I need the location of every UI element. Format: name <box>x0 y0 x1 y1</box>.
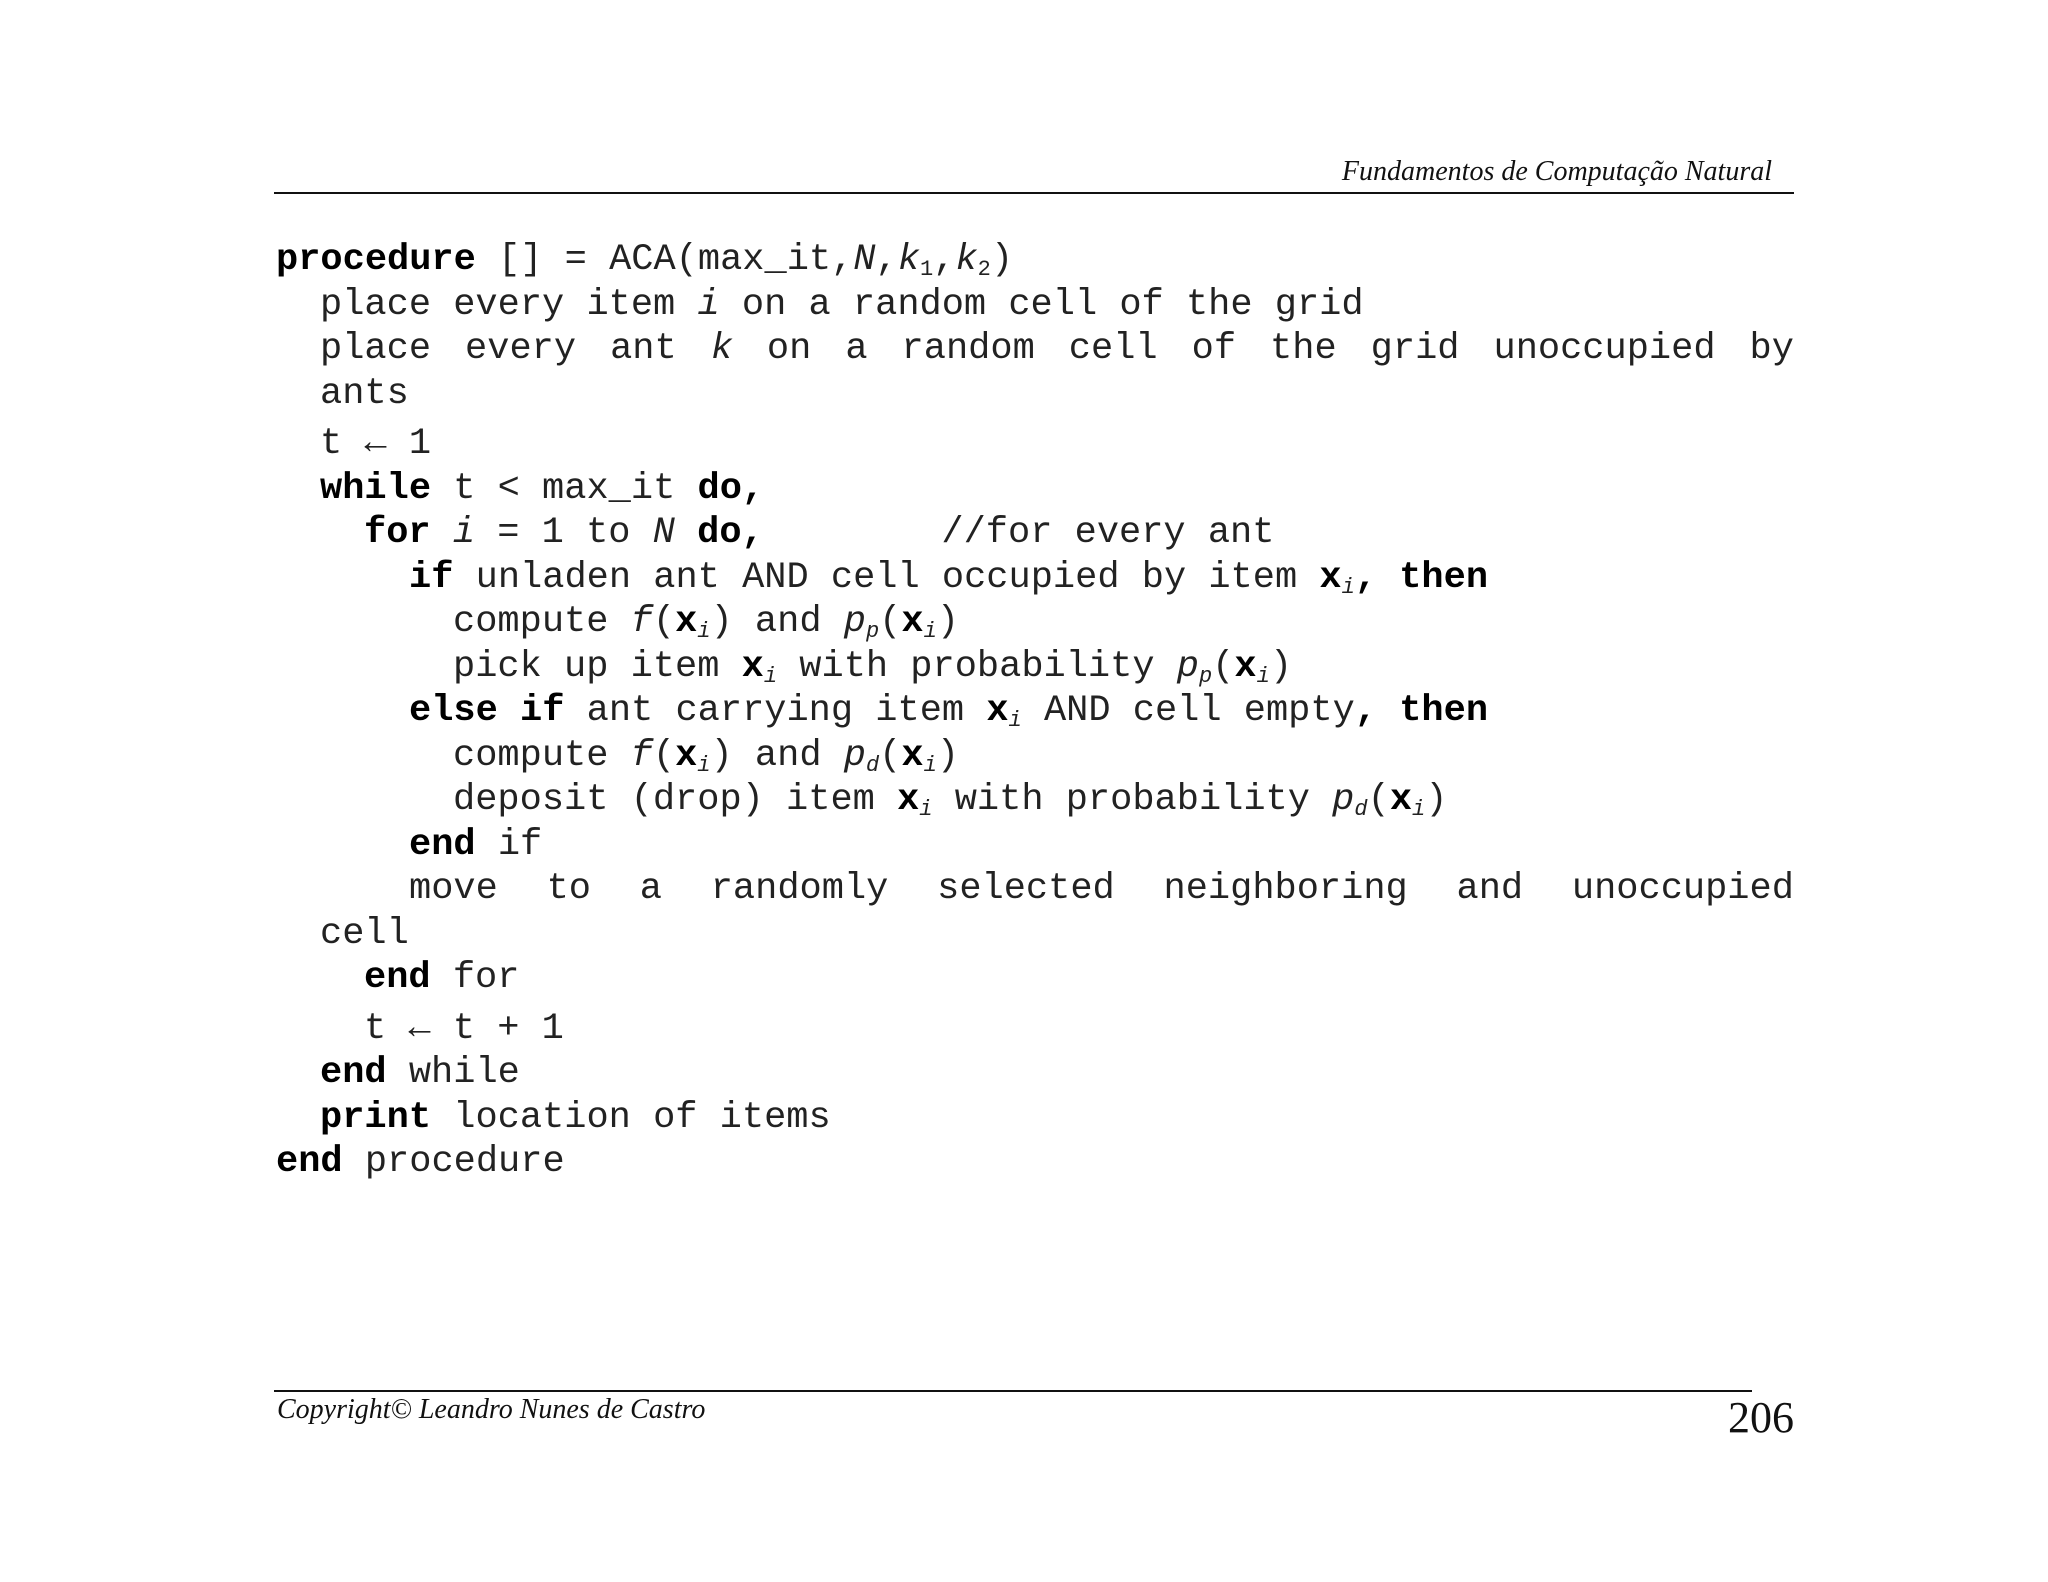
keyword: then <box>1377 690 1489 732</box>
vector-variable: x <box>675 601 698 643</box>
pseudocode-block <box>276 238 1794 1185</box>
keyword: end <box>276 1141 343 1183</box>
code-text: for <box>430 957 520 999</box>
code-text: deposit (drop) item <box>453 779 898 821</box>
vector-variable: x <box>897 779 920 821</box>
subscript: i <box>1256 663 1270 689</box>
keyword: procedure <box>276 239 476 281</box>
keyword: do, <box>697 467 765 510</box>
variable: i <box>452 512 476 554</box>
code-text: on a random cell of the grid <box>719 283 1364 326</box>
code-text: cell <box>320 912 409 955</box>
subscript: p <box>865 619 880 644</box>
code-word: on <box>766 328 812 370</box>
code-line-5 <box>276 422 1794 467</box>
variable: N <box>652 512 675 554</box>
vector-variable: x <box>901 601 924 643</box>
code-text: = 1 to <box>475 512 653 554</box>
code-line-4 <box>276 372 1794 417</box>
code-line-6 <box>276 467 1794 512</box>
keyword: do, <box>697 512 764 554</box>
keyword: if <box>409 556 454 599</box>
code-line-15 <box>276 867 1794 912</box>
subscript: i <box>763 663 778 689</box>
code-word: to <box>546 868 591 910</box>
subscript: i <box>1341 574 1355 600</box>
subscript: i <box>923 619 937 644</box>
page-number: 206 <box>1728 1393 1794 1442</box>
code-word: grid <box>1370 328 1460 370</box>
code-text: AND cell empty <box>1021 690 1355 732</box>
code-word: randomly <box>710 868 889 910</box>
keyword: else if <box>409 690 565 732</box>
code-word: of <box>1191 328 1237 370</box>
subscript: p <box>1198 663 1213 689</box>
vector-variable: x <box>901 734 924 777</box>
code-word: unoccupied <box>1571 868 1794 910</box>
code-text: procedure <box>342 1141 565 1183</box>
subscript: 1 <box>919 257 934 282</box>
code-line-3 <box>276 327 1794 372</box>
code-line-2 <box>276 283 1794 328</box>
code-text: , <box>1354 556 1378 599</box>
code-text: , <box>875 239 898 281</box>
variable: i <box>697 283 720 326</box>
code-word: random <box>901 328 1035 370</box>
subscript: i <box>1008 708 1022 733</box>
vector-variable: x <box>1389 779 1413 821</box>
code-line-18 <box>276 1007 1794 1052</box>
code-text: ant carrying item <box>564 690 987 732</box>
code-word: ant <box>610 328 677 370</box>
vector-variable: x <box>675 734 698 777</box>
keyword: end <box>409 823 476 866</box>
code-text: compute <box>453 601 631 643</box>
code-word: a <box>845 328 868 370</box>
keyword: while <box>320 467 432 510</box>
code-word: neighboring <box>1163 868 1408 910</box>
code-comment: //for every ant <box>763 512 1275 554</box>
variable: p <box>843 734 866 777</box>
code-line-11 <box>276 689 1794 734</box>
code-text: ) and <box>710 734 844 777</box>
code-text: t ← 1 <box>320 423 432 465</box>
vector-variable: x <box>986 690 1009 732</box>
vector-variable: x <box>741 645 764 688</box>
code-line-1 <box>276 238 1794 283</box>
running-header-title: Fundamentos de Computação Natural <box>1341 156 1772 187</box>
code-word: selected <box>937 868 1115 910</box>
code-text: compute <box>453 734 631 777</box>
variable: k <box>955 239 978 281</box>
subscript: i <box>1412 797 1426 822</box>
code-text: , <box>1354 690 1378 732</box>
code-text: , <box>933 239 956 281</box>
keyword: then <box>1377 556 1489 599</box>
code-text: ) and <box>710 601 844 643</box>
vector-variable: x <box>1319 556 1342 599</box>
footer-rule <box>274 1390 1752 1392</box>
code-word: move <box>409 868 498 910</box>
vector-variable: x <box>1234 645 1257 688</box>
code-line-13: deposit (drop) item $x_i$ with probability $p_d(x_i)$ <box>453 779 1448 822</box>
code-text: t < max_it <box>431 467 698 510</box>
code-text: ants <box>320 372 409 415</box>
code-line-8 <box>276 556 1794 601</box>
code-text: location of items <box>431 1096 831 1139</box>
variable: f <box>630 601 653 643</box>
code-word: a <box>639 868 662 910</box>
keyword: end <box>364 957 431 999</box>
code-text: ) <box>990 239 1014 281</box>
keyword: for <box>364 512 431 554</box>
code-text: with probability <box>932 779 1333 821</box>
code-text: [] = ACA(max_it, <box>475 239 854 281</box>
code-word: place <box>320 328 432 370</box>
code-line-10: pick up item $x_i$ with probability $p_p(x_i)$ <box>453 645 1293 689</box>
code-text: if <box>475 823 543 866</box>
subscript: i <box>923 752 937 778</box>
variable: k <box>897 239 920 281</box>
code-word: and <box>1456 868 1524 910</box>
variable: f <box>630 734 653 777</box>
code-line-14 <box>276 823 1794 868</box>
code-line-12: compute $f(x_i)$ and $p_d(x_i)$ <box>453 734 960 778</box>
code-line-19 <box>276 1051 1794 1096</box>
code-word: the <box>1270 328 1337 370</box>
code-line-21 <box>276 1140 1794 1185</box>
subscript: d <box>865 752 880 778</box>
code-line-20 <box>276 1096 1794 1141</box>
subscript: i <box>697 752 711 778</box>
code-word: unoccupied <box>1493 328 1716 370</box>
code-line-17 <box>276 956 1794 1001</box>
code-word: cell <box>1068 328 1158 370</box>
subscript: 2 <box>977 257 991 282</box>
code-line-16 <box>276 912 1794 957</box>
code-text: place every item <box>320 283 698 326</box>
code-word: by <box>1749 328 1794 370</box>
footer-copyright: Copyright© Leandro Nunes de Castro <box>277 1394 706 1425</box>
code-text: with probability <box>777 645 1177 688</box>
code-line-9: compute $f(x_i)$ and $p_p(x_i)$ <box>453 601 960 644</box>
variable: k <box>710 328 733 370</box>
keyword: end <box>320 1052 387 1094</box>
code-text: unladen ant AND cell occupied by item <box>453 556 1320 599</box>
subscript: i <box>697 619 711 644</box>
subscript: d <box>1354 797 1368 822</box>
code-line-7 <box>276 511 1794 556</box>
variable: p <box>843 601 866 643</box>
variable: p <box>1332 779 1355 821</box>
code-text: pick up item <box>453 645 742 688</box>
variable: N <box>853 239 876 281</box>
code-text: while <box>386 1052 520 1094</box>
header-rule <box>274 192 1794 194</box>
keyword: print <box>320 1096 432 1139</box>
code-text: t ← t + 1 <box>364 1007 564 1050</box>
subscript: i <box>919 797 933 822</box>
code-word: every <box>465 328 577 370</box>
variable: p <box>1176 645 1199 688</box>
